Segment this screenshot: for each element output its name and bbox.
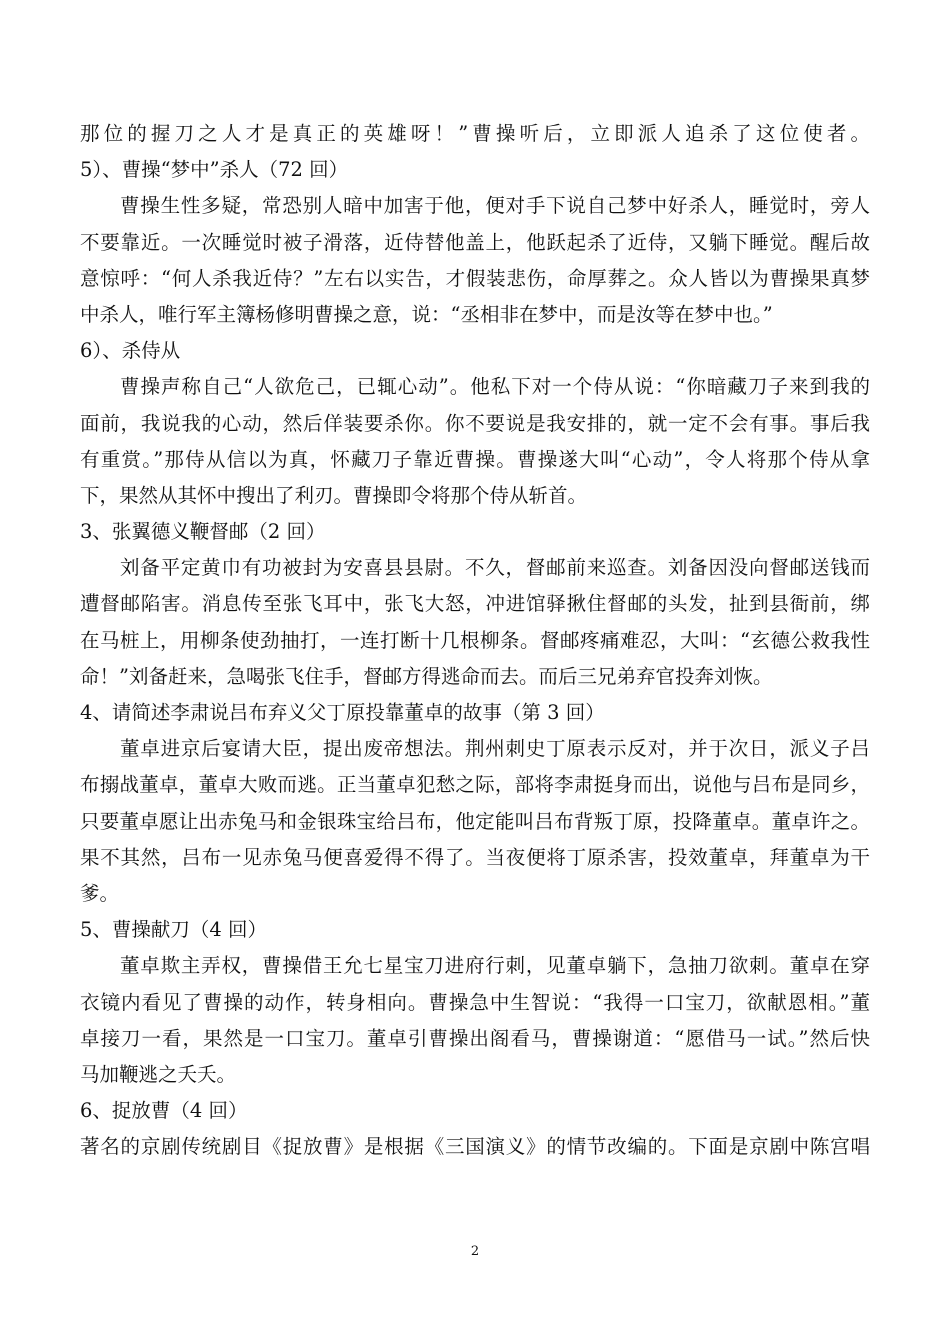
text-line: 不要靠近。一次睡觉时被子滑落，近侍替他盖上，他跃起杀了近侍，又躺下睡觉。醒后故 (80, 230, 870, 254)
text-line: 衣镜内看见了曹操的动作，转身相向。曹操急中生智说：“我得一口宝刀，欲献恩相。”董 (80, 990, 870, 1014)
text-line: 下，果然从其怀中搜出了利刃。曹操即令将那个侍从斩首。 (80, 483, 588, 507)
text-line: 卓接刀一看，果然是一口宝刀。董卓引曹操出阁看马，曹操谢道：“愿借马一试。”然后快 (80, 1026, 870, 1050)
section-heading: 5）、曹操“梦中”杀人（72 回） (80, 158, 349, 182)
section-heading: 6、捉放曹（4 回） (80, 1099, 248, 1123)
page-number: 2 (470, 1244, 480, 1259)
text-line: 意惊呼：“何人杀我近侍？”左右以实告，才假装悲伤，命厚葬之。众人皆以为曹操果真梦 (80, 266, 870, 290)
section-heading: 3、张翼德义鞭督邮（2 回） (80, 520, 326, 544)
text-line: 董卓进京后宴请大臣，提出废帝想法。荆州刺史丁原表示反对，并于次日，派义子吕 (120, 737, 870, 761)
text-line: 有重赏。”那侍从信以为真，怀藏刀子靠近曹操。曹操遂大叫“心动”，令人将那个侍从拿 (80, 447, 870, 471)
section-heading: 4、请简述李肃说吕布弃义父丁原投靠董卓的故事（第 3 回） (80, 701, 605, 724)
text-line: 著名的京剧传统剧目《捉放曹》是根据《三国演义》的情节改编的。下面是京剧中陈宫唱 (80, 1135, 870, 1159)
text-line: 中杀人，唯行军主簿杨修明曹操之意，说：“丞相非在梦中，而是汝等在梦中也。” (80, 302, 773, 326)
document-body (80, 116, 870, 1165)
text-line: 那位的握刀之人才是真正的英雄呀！”曹操听后，立即派人追杀了这位使者。 (80, 122, 870, 145)
text-line: 在马桩上，用柳条使劲抽打，一连打断十几根柳条。督邮疼痛难忍，大叫：“玄德公救我性 (80, 628, 870, 652)
text-line: 面前，我说我的心动，然后佯装要杀你。你不要说是我安排的，就一定不会有事。事后我 (80, 411, 870, 435)
text-line: 曹操声称自己“人欲危己，已辄心动”。他私下对一个侍从说：“你暗藏刀子来到我的 (120, 375, 870, 399)
text-line: 命！”刘备赶来，急喝张飞住手，督邮方得逃命而去。而后三兄弟弃官投奔刘恢。 (80, 664, 773, 688)
text-line: 刘备平定黄巾有功被封为安喜县县尉。不久，督邮前来巡查。刘备因没向督邮送钱而 (120, 556, 870, 580)
section-heading: 6）、杀侍从 (80, 339, 181, 363)
text-line: 董卓欺主弄权，曹操借王允七星宝刀进府行刺，见董卓躺下，急抽刀欲刺。董卓在穿 (120, 954, 870, 978)
text-line: 只要董卓愿让出赤兔马和金银珠宝给吕布，他定能叫吕布背叛丁原，投降董卓。董卓许之。 (80, 809, 870, 833)
text-line: 遭督邮陷害。消息传至张飞耳中，张飞大怒，冲进馆驿揪住督邮的头发，扯到县衙前，绑 (80, 592, 870, 616)
text-line: 曹操生性多疑，常恐别人暗中加害于他，便对手下说自己梦中好杀人，睡觉时，旁人 (120, 194, 870, 218)
text-line: 爹。 (80, 881, 120, 905)
text-line: 果不其然，吕布一见赤兔马便喜爱得不得了。当夜便将丁原杀害，投效董卓，拜董卓为干 (80, 845, 870, 869)
text-line: 布搦战董卓，董卓大败而逃。正当董卓犯愁之际，部将李肃挺身而出，说他与吕布是同乡， (80, 773, 870, 797)
section-heading: 5、曹操献刀（4 回） (80, 918, 268, 942)
text-line: 马加鞭逃之夭夭。 (80, 1062, 237, 1086)
